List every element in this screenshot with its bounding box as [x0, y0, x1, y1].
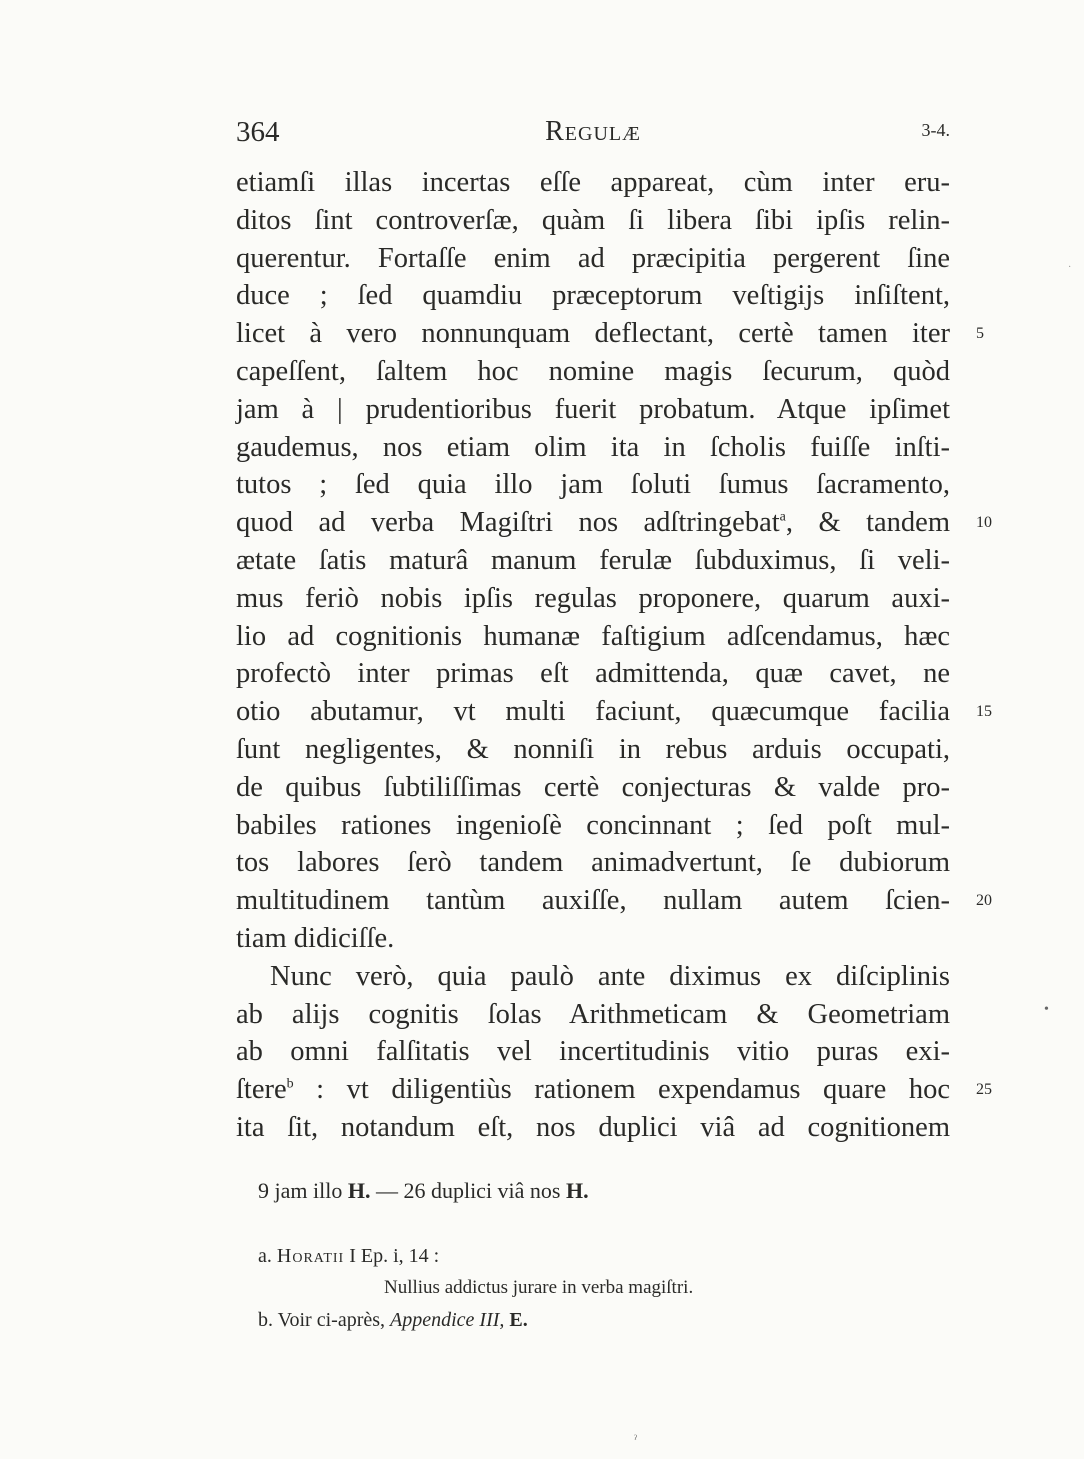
text-line [236, 353, 950, 391]
text-line [236, 542, 950, 580]
footnotes [258, 1240, 693, 1336]
line-number: 25 [976, 1081, 992, 1099]
page-header [236, 116, 950, 150]
line-text: capeſſent, ſaltem hoc nomine magis ſecurum, quòd [236, 355, 950, 387]
footnote-b-italic: Appendice III, [390, 1309, 505, 1331]
line-text: licet à vero nonnunquam deflectant, certè tamen iter [236, 318, 950, 350]
line-text: ſtere [236, 1074, 287, 1106]
text-line [236, 315, 984, 353]
footnote-b-label: b. Voir ci-après, [258, 1309, 391, 1331]
line-text: ſunt negligentes, & nonniſi in rebus arduis occupati, [236, 733, 950, 765]
line-text: ditos ſint controverſæ, quàm ſi libera ſibi ipſis relin- [236, 204, 950, 236]
margin-speck: · [1068, 262, 1072, 273]
footnote-a-label: a. [258, 1245, 277, 1267]
line-text: profectò inter primas eſt admittenda, quæ cavet, ne [236, 658, 950, 690]
line-text-after: : vt diligentiùs rationem expendamus quare hoc [293, 1074, 950, 1106]
footnote-a-author: Horatii [276, 1245, 345, 1267]
line-number: 10 [976, 514, 992, 532]
text-line [236, 693, 992, 731]
footnote-ref: a [779, 509, 786, 525]
line-text: querentur. Fortaſſe enim ad præcipitia pergerent ſine [236, 242, 950, 274]
variant-a-siglum: H. [347, 1178, 371, 1203]
text-line [236, 807, 950, 845]
variant-a: 9 jam illo [258, 1178, 348, 1203]
footnote-a-quote: Nullius addictus jurare in verba magiſtri. [384, 1277, 694, 1298]
running-title: Regulæ [545, 116, 641, 147]
line-text: ab omni falſitatis vel incertitudinis vitio puras exi- [236, 1036, 950, 1068]
text-line [236, 429, 950, 467]
line-text: jam à | prudentioribus fuerit probatum. Atque ipſimet [236, 393, 950, 425]
line-text: duce ; ſed quamdiu præceptorum veſtigijs inſiſtent, [236, 280, 950, 312]
margin-mark: • [1044, 1002, 1049, 1017]
line-text: de quibus ſubtiliſſimas certè conjecturas & valde pro- [236, 771, 950, 803]
variant-readings [258, 1178, 589, 1204]
variant-b-siglum: H. [566, 1178, 589, 1203]
line-text: quod ad verba Magiſtri nos adſtringebat [236, 507, 780, 539]
text-line [236, 1071, 992, 1109]
line-number: 15 [976, 703, 992, 721]
text-line [236, 1109, 950, 1147]
line-text: tutos ; ſed quia illo jam ſoluti ſumus ſacramento, [236, 469, 950, 501]
text-line [236, 466, 950, 504]
line-text: Nunc verò, quia paulò ante diximus ex diſciplinis [270, 960, 950, 992]
text-line [236, 655, 950, 693]
line-text: babiles rationes ingenioſè concinnant ; ſed poſt mul- [236, 809, 950, 841]
line-text: ætate ſatis maturâ manum ferulæ ſubduximus, ſi veli- [236, 544, 950, 576]
text-line [236, 164, 950, 202]
footnote-ref: b [286, 1076, 294, 1092]
text-line [236, 731, 950, 769]
text-line [236, 882, 992, 920]
line-number: 5 [976, 325, 984, 343]
text-line [236, 202, 950, 240]
text-line [236, 504, 992, 542]
line-text: otio abutamur, vt multi faciunt, quæcumque facilia [236, 696, 950, 728]
line-text: etiamſi illas incertas eſſe appareat, cùm inter eru- [236, 167, 950, 198]
line-text: ab alijs cognitis ſolas Arithmeticam & Geometriam [236, 998, 950, 1030]
variant-b: — 26 duplici viâ nos [370, 1178, 566, 1203]
line-text: gaudemus, nos etiam olim ita in ſcholis fuiſſe inſti- [236, 431, 950, 463]
footnote-b [258, 1304, 693, 1336]
footnote-a [258, 1240, 693, 1272]
text-line [236, 769, 950, 807]
text-line [236, 996, 950, 1034]
text-line [236, 844, 950, 882]
text-line [236, 240, 950, 278]
footnote-a-ref: I Ep. i, 14 : [344, 1245, 440, 1267]
text-line [236, 580, 950, 618]
text-line [236, 958, 950, 996]
body-text [236, 164, 992, 1147]
line-number: 20 [976, 892, 992, 910]
line-text: ita ſit, notandum eſt, nos duplici viâ ad cognitionem [236, 1111, 950, 1143]
bottom-mark: ˀ [634, 1432, 637, 1446]
page-number: 364 [236, 116, 280, 148]
section-number: 3-4. [921, 120, 950, 140]
line-text: lio ad cognitionis humanæ faſtigium adſcendamus, hæc [236, 620, 950, 652]
text-line [236, 391, 950, 429]
line-text-after: , & tandem [785, 507, 950, 539]
footnote-b-bold: E. [504, 1309, 528, 1331]
line-text: tos labores ſerò tandem animadvertunt, ſe dubiorum [236, 847, 950, 879]
text-line [236, 618, 950, 656]
text-line [236, 277, 950, 315]
text-line [236, 1033, 950, 1071]
line-text: mus feriò nobis ipſis regulas proponere, quarum auxi- [236, 582, 950, 614]
text-line [236, 920, 950, 958]
line-text: tiam didiciſſe. [236, 922, 395, 954]
line-text: multitudinem tantùm auxiſſe, nullam autem ſcien- [236, 885, 950, 917]
